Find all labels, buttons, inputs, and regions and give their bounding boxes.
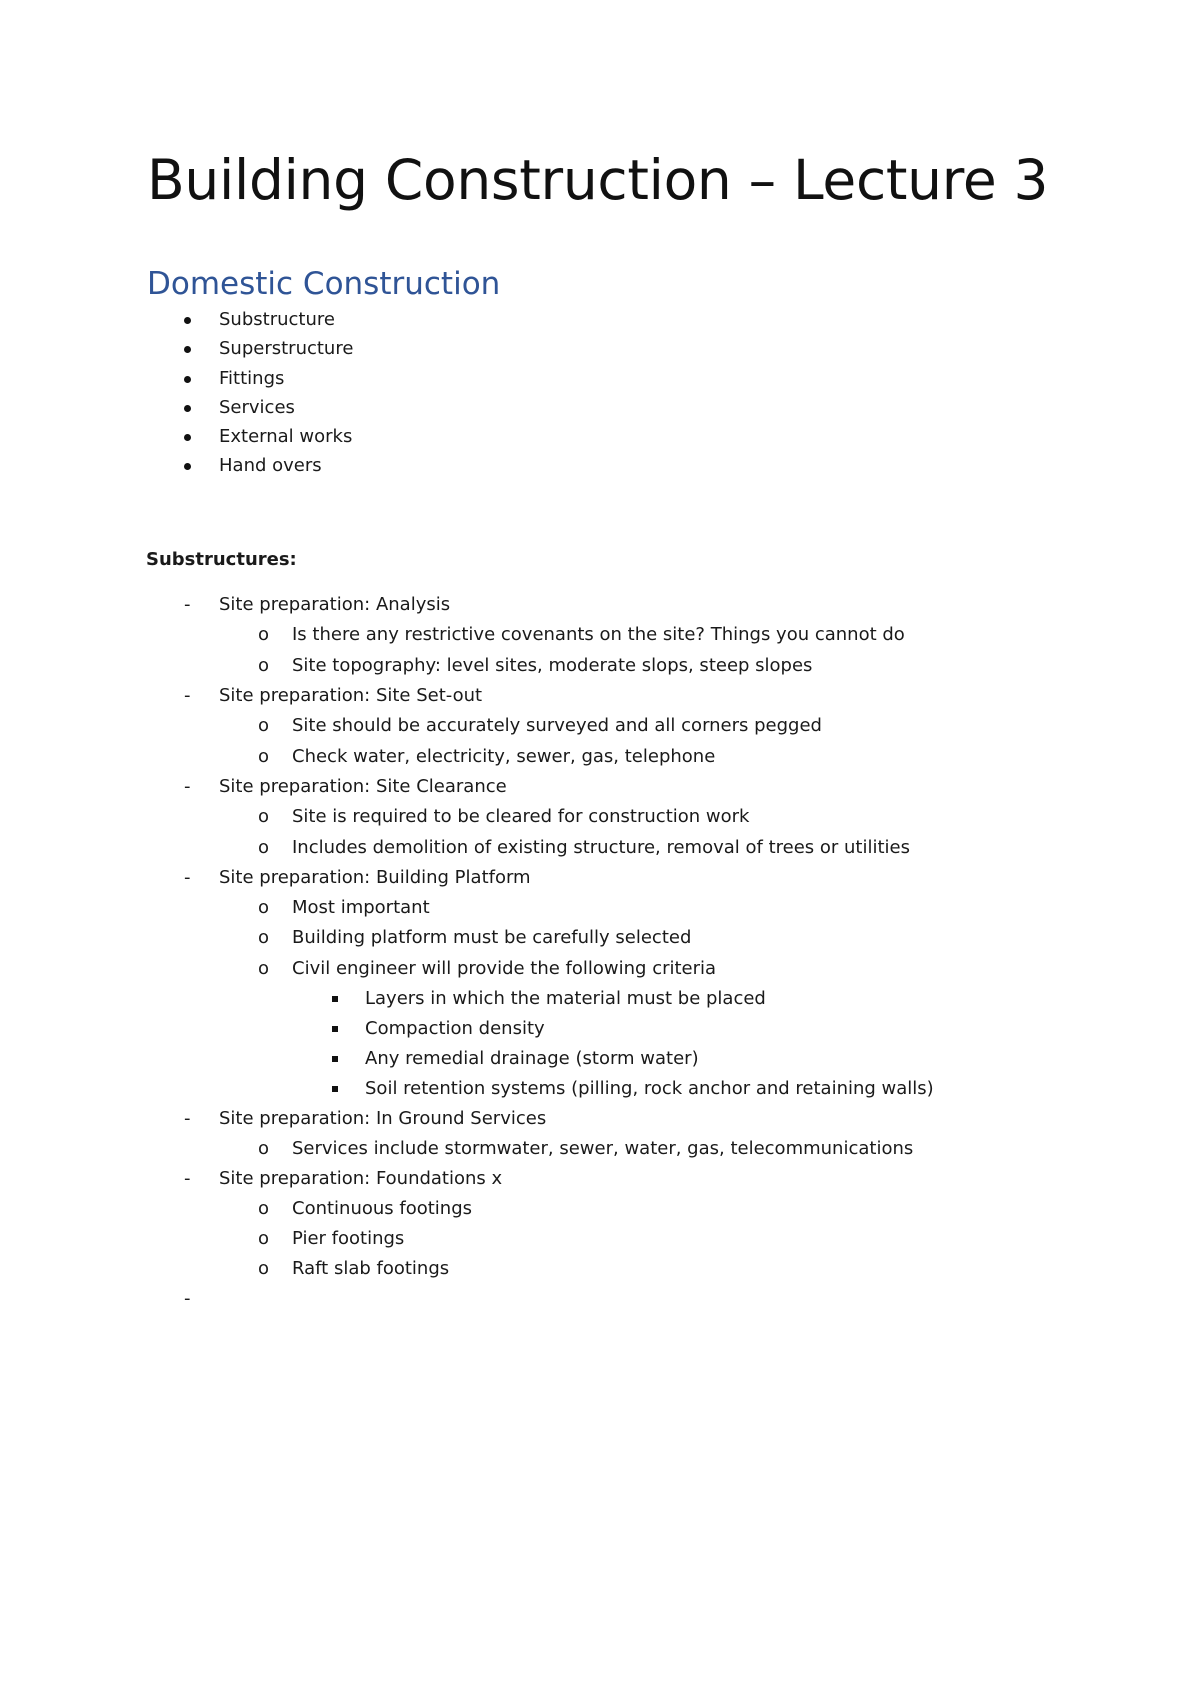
outline-item-level-2: Site is required to be cleared for construction work (292, 806, 750, 827)
dash-marker-icon: - (184, 776, 191, 797)
dash-marker-icon: - (184, 1288, 191, 1309)
outline-item-level-1: Site preparation: Site Clearance (219, 776, 507, 797)
outline-item-level-2: Includes demolition of existing structure, removal of trees or utilities (292, 837, 911, 858)
outline-item-level-3: Any remedial drainage (storm water) (365, 1048, 699, 1069)
substructures-label: Substructures: (146, 549, 297, 570)
page-title: Building Construction – Lecture 3 (147, 148, 1049, 212)
bullet-dot-icon (184, 463, 191, 470)
outline-item-level-3: Layers in which the material must be placed (365, 988, 766, 1009)
circle-marker-icon: o (258, 746, 270, 767)
outline-item-level-2: Continuous footings (292, 1198, 473, 1219)
square-bullet-icon (332, 996, 338, 1002)
outline-item-level-3: Compaction density (365, 1018, 545, 1039)
bullet-item: Hand overs (219, 455, 322, 476)
outline-item-level-2: Check water, electricity, sewer, gas, telephone (292, 746, 716, 767)
outline-item-level-2: Civil engineer will provide the following criteria (292, 958, 717, 979)
bullet-item: Services (219, 397, 295, 418)
dash-marker-icon: - (184, 685, 191, 706)
circle-marker-icon: o (258, 655, 270, 676)
circle-marker-icon: o (258, 624, 270, 645)
dash-marker-icon: - (184, 867, 191, 888)
outline-item-level-2: Building platform must be carefully selected (292, 927, 692, 948)
circle-marker-icon: o (258, 715, 270, 736)
bullet-item: External works (219, 426, 353, 447)
outline-item-level-1: Site preparation: Foundations x (219, 1168, 503, 1189)
circle-marker-icon: o (258, 1258, 270, 1279)
outline-item-level-1: Site preparation: Analysis (219, 594, 451, 615)
bullet-dot-icon (184, 376, 191, 383)
outline-item-level-1: Site preparation: In Ground Services (219, 1108, 547, 1129)
bullet-item: Superstructure (219, 338, 354, 359)
bullet-item: Substructure (219, 309, 335, 330)
outline-item-level-2: Is there any restrictive covenants on the site? Things you cannot do (292, 624, 905, 645)
outline-item-level-1: Site preparation: Site Set-out (219, 685, 483, 706)
bullet-dot-icon (184, 317, 191, 324)
dash-marker-icon: - (184, 594, 191, 615)
circle-marker-icon: o (258, 958, 270, 979)
bullet-dot-icon (184, 405, 191, 412)
circle-marker-icon: o (258, 1228, 270, 1249)
circle-marker-icon: o (258, 897, 270, 918)
square-bullet-icon (332, 1086, 338, 1092)
outline-item-level-2: Site topography: level sites, moderate slops, steep slopes (292, 655, 813, 676)
outline-item-level-2: Raft slab footings (292, 1258, 450, 1279)
bullet-dot-icon (184, 434, 191, 441)
circle-marker-icon: o (258, 1138, 270, 1159)
outline-item-level-1: Site preparation: Building Platform (219, 867, 531, 888)
outline-item-level-2: Services include stormwater, sewer, water, gas, telecommunications (292, 1138, 914, 1159)
bullet-item: Fittings (219, 368, 285, 389)
bullet-dot-icon (184, 346, 191, 353)
square-bullet-icon (332, 1026, 338, 1032)
circle-marker-icon: o (258, 806, 270, 827)
outline-item-level-2: Pier footings (292, 1228, 405, 1249)
circle-marker-icon: o (258, 837, 270, 858)
circle-marker-icon: o (258, 927, 270, 948)
outline-item-level-3: Soil retention systems (pilling, rock anchor and retaining walls) (365, 1078, 934, 1099)
square-bullet-icon (332, 1056, 338, 1062)
outline-item-level-2: Site should be accurately surveyed and all corners pegged (292, 715, 822, 736)
dash-marker-icon: - (184, 1108, 191, 1129)
section-heading: Domestic Construction (147, 266, 501, 302)
circle-marker-icon: o (258, 1198, 270, 1219)
outline-item-level-2: Most important (292, 897, 430, 918)
dash-marker-icon: - (184, 1168, 191, 1189)
